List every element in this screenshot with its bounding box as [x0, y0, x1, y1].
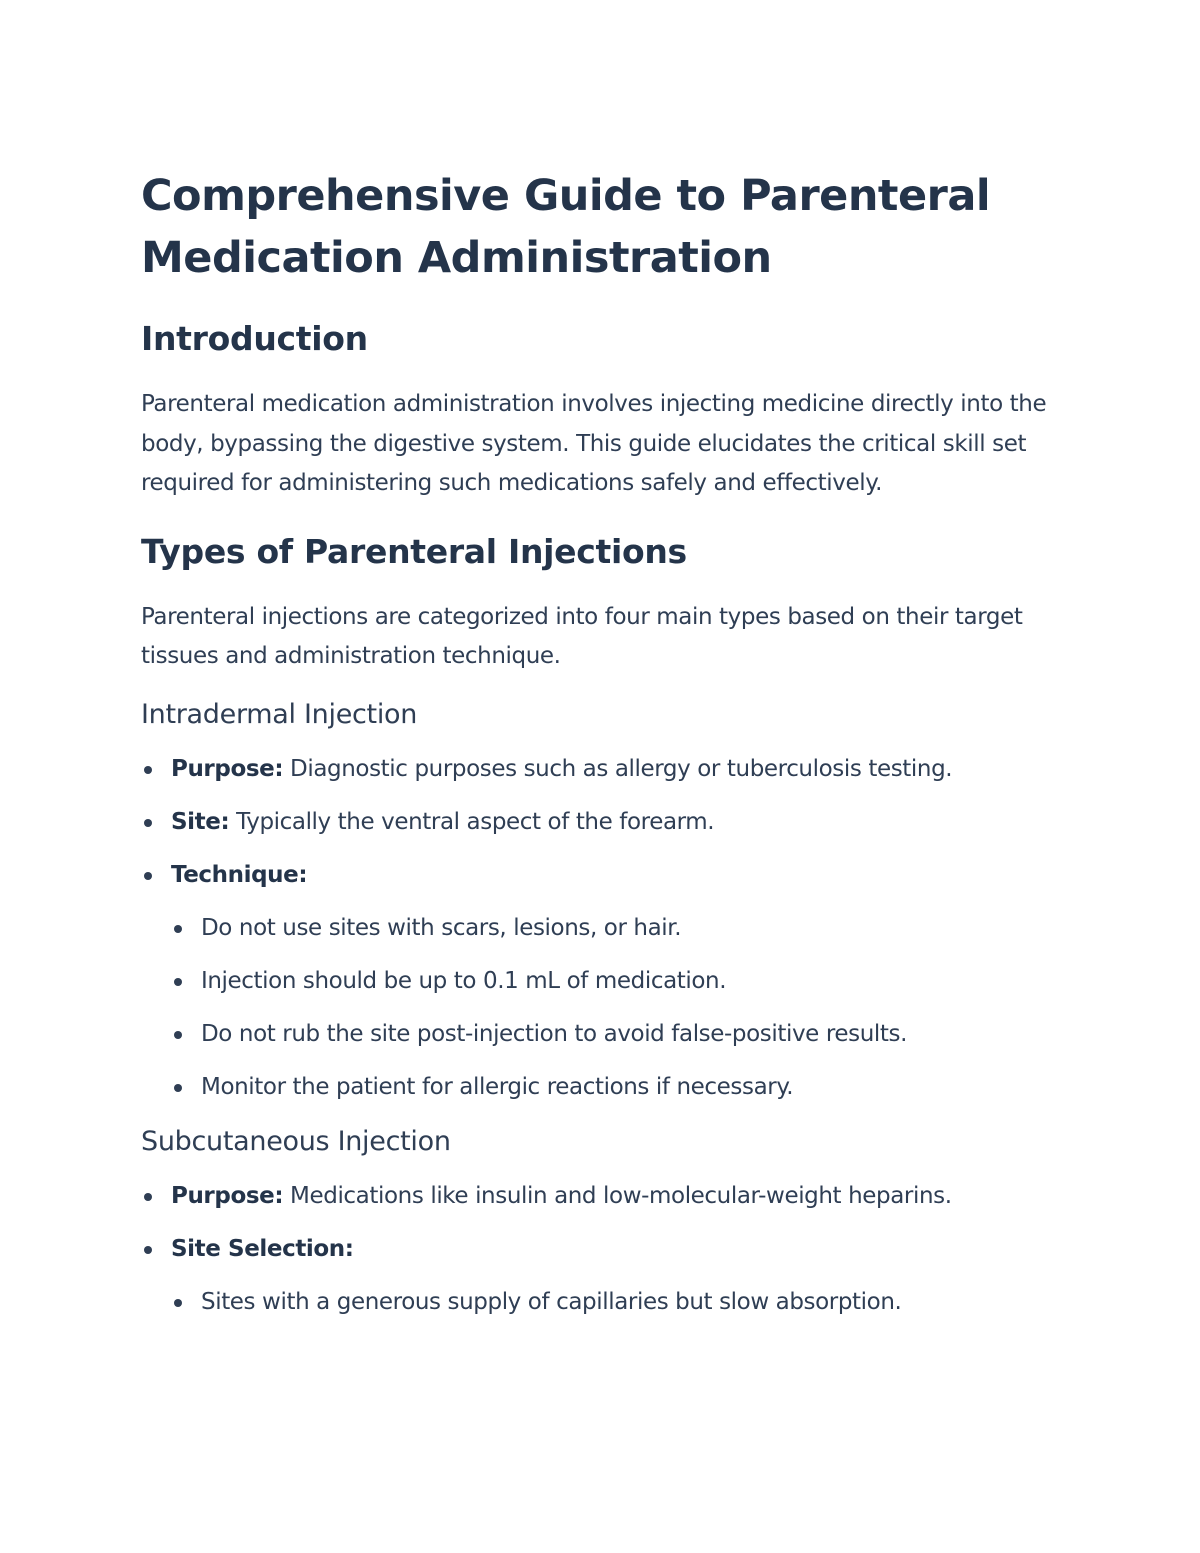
site-selection-sublist	[171, 1286, 1061, 1318]
intradermal-heading: Intradermal Injection	[141, 698, 418, 730]
introduction-paragraph: Parenteral medication administration involves injecting medicine directly into the body, bypassing the digestive system. This guide elucidates the critical skill set required for administering such medications safely and effectively.	[141, 391, 1047, 496]
list-item	[141, 753, 1061, 785]
types-heading: Types of Parenteral Injections	[141, 531, 687, 571]
subcutaneous-heading: Subcutaneous Injection	[141, 1125, 451, 1157]
purpose-label: Purpose:	[171, 755, 284, 782]
intradermal-list	[141, 753, 1061, 1103]
sublist-item: Monitor the patient for allergic reactions if necessary.	[171, 1071, 1061, 1103]
document-title	[141, 165, 1061, 289]
technique-sublist	[171, 912, 1061, 1103]
technique-label: Technique:	[171, 861, 308, 888]
sublist-item: Sites with a generous supply of capillaries but slow absorption.	[171, 1286, 1061, 1318]
sublist-item: Do not use sites with scars, lesions, or hair.	[171, 912, 1061, 944]
document-page	[141, 165, 1061, 1339]
site-label: Site:	[171, 808, 230, 835]
sublist-item: Injection should be up to 0.1 mL of medication.	[171, 965, 1061, 997]
site-text: Typically the ventral aspect of the forearm.	[229, 808, 715, 835]
title-line-2: Medication Administration	[141, 233, 772, 283]
list-item	[141, 806, 1061, 838]
list-item	[141, 859, 1061, 1103]
purpose-text: Medications like insulin and low-molecular-weight heparins.	[283, 1182, 952, 1209]
title-line-1: Comprehensive Guide to Parenteral	[141, 171, 991, 221]
introduction-heading: Introduction	[141, 319, 368, 358]
purpose-text: Diagnostic purposes such as allergy or tuberculosis testing.	[283, 755, 953, 782]
list-item	[141, 1233, 1061, 1318]
site-selection-label: Site Selection:	[171, 1235, 354, 1262]
list-item	[141, 1180, 1061, 1212]
types-paragraph: Parenteral injections are categorized into four main types based on their target tissues and administration technique.	[141, 603, 1023, 669]
sublist-item: Do not rub the site post-injection to avoid false-positive results.	[171, 1018, 1061, 1050]
subcutaneous-list	[141, 1180, 1061, 1318]
purpose-label: Purpose:	[171, 1182, 284, 1209]
